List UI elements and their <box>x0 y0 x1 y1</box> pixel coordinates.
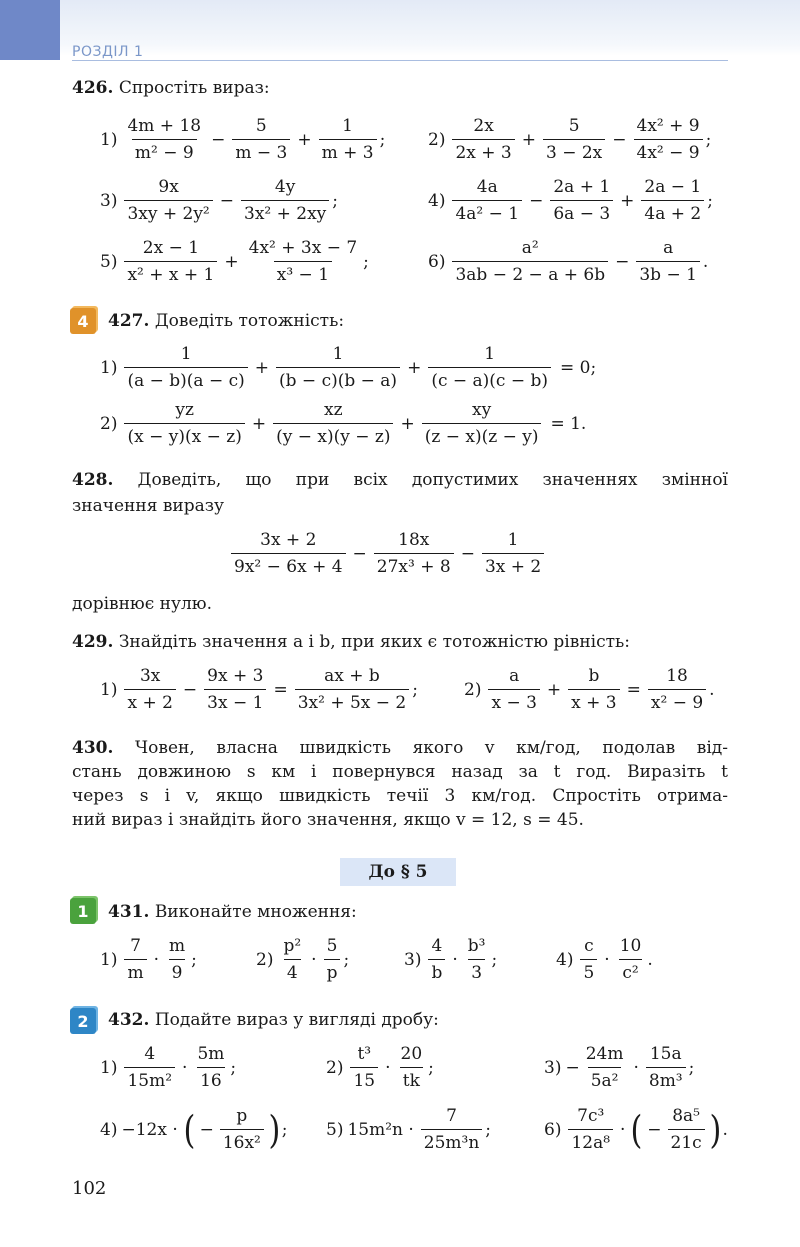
problem-427-heading: 427. Доведіть тотожність: <box>108 311 345 331</box>
problem-text: Спростіть вираз: <box>118 78 270 98</box>
level-badge-1: 1 <box>70 898 96 924</box>
problem-430-line-2: стань довжиною s км і повернувся назад за t год. Виразіть t <box>72 762 728 782</box>
problem-429-item-1: 1) $\frac{3x}{x + 2}$ − $\frac{9x + 3}{3x - 1}$ = $\frac{ax + b}{\text{3x² + 5x − 2}}$ ; <box>100 666 418 713</box>
problem-426-item-3: 3) $\frac{9x}{\text{3xy + 2y²}}$ − $\frac{4y}{\text{3x² + 2xy}}$ ; <box>100 177 339 224</box>
problem-432-item-1: 1) $\frac{4}{\text{15m²}}$ · $\frac{5m}{16}$ ; <box>100 1044 237 1091</box>
problem-427-item-2: 2) $\frac{yz}{(x - y)(x - z)}$ + $\frac{xz}{(y - x)(y - z)}$ + $\frac{xy}{(z - x)(z - y)}$ = 1. <box>100 400 587 447</box>
problem-426-heading <box>72 80 270 97</box>
problem-426-item-1: 1) $\frac{4m + 18}{\text{m² − 9}}$ − $\frac{5}{m - 3}$ + $\frac{1}{m + 3}$ ; <box>100 116 386 163</box>
problem-428-expression: $\frac{3x + 2}{\text{9x² − 6x + 4}}$ − $\frac{18x}{\text{27x³ + 8}}$ − $\frac{1}{3x + 2}$ <box>228 530 547 577</box>
item-label: 1) <box>100 129 118 150</box>
fraction: $\frac{4m + 18}{\text{m² − 9}}$ <box>127 116 202 163</box>
section-heading-do-5: До § 5 <box>340 858 456 886</box>
fraction: $\frac{1}{m + 3}$ <box>319 116 377 163</box>
problem-430-line-3: через s і v, якщо швидкість течії 3 км/год. Спростіть отрима- <box>72 786 728 806</box>
problem-426-item-5: 5) $\frac{2x - 1}{\text{x² + x + 1}}$ + $\frac{\text{4x² + 3x − 7}}{\text{x³ − 1}}$ ; <box>100 238 369 285</box>
problem-431-item-3: 3) $\frac{4}{b}$ · $\frac{\text{b³}}{3}$ ; <box>404 936 498 983</box>
problem-426-item-2: 2) $\frac{2x}{2x + 3}$ + $\frac{5}{3 - 2x}$ − $\frac{\text{4x² + 9}}{\text{4x² − 9}}$ ; <box>428 116 712 163</box>
problem-428-line-2: значення виразу <box>72 496 225 516</box>
problem-427-item-1: 1) $\frac{1}{(a - b)(a - c)}$ + $\frac{1}{(b - c)(b - a)}$ + $\frac{1}{(c - a)(c - b)}$ = 0; <box>100 344 597 391</box>
level-badge-2: 2 <box>70 1008 96 1034</box>
header-rule <box>72 60 728 61</box>
problem-431-item-2: 2) $\frac{\text{p²}}{4}$ · $\frac{5}{p}$ ; <box>256 936 350 983</box>
level-badge-4: 4 <box>70 308 96 334</box>
problem-429-item-2: 2) $\frac{a}{x - 3}$ + $\frac{b}{x + 3}$ = $\frac{18}{\text{x² − 9}}$ . <box>464 666 715 713</box>
page-number: 102 <box>72 1178 107 1199</box>
problem-428-line-1: 428. Доведіть, що при всіх допустимих значеннях змінної <box>72 470 728 490</box>
problem-number: 426. <box>72 78 114 98</box>
problem-432-item-4: 4) −12x · ( − $\frac{p}{\text{16x²}}$ ) ; <box>100 1106 288 1153</box>
problem-426-item-6: 6) $\frac{\text{a²}}{3ab - 2 - a + 6b}$ − $\frac{a}{3b - 1}$ . <box>428 238 709 285</box>
problem-432-item-6: 6) $\frac{\text{7c³}}{\text{12a⁸}}$ · ( − $\frac{\text{8a⁵}}{21c}$ ) . <box>544 1106 728 1153</box>
problem-426-item-4: 4) $\frac{4a}{\text{4a² − 1}}$ − $\frac{2a + 1}{6a - 3}$ + $\frac{2a - 1}{4a + 2}$ ; <box>428 177 713 224</box>
problem-432-item-5: 5) 15m²n · $\frac{7}{\text{25m³n}}$ ; <box>326 1106 492 1153</box>
problem-430-line-1: 430. Човен, власна швидкість якого v км/год, подолав від- <box>72 738 729 758</box>
problem-432-item-3: 3) − $\frac{24m}{\text{5a²}}$ · $\frac{15a}{\text{8m³}}$ ; <box>544 1044 695 1091</box>
problem-431-item-1: 1) $\frac{7}{m}$ · $\frac{m}{9}$ ; <box>100 936 197 983</box>
corner-block <box>0 0 60 60</box>
problem-431-item-4: 4) $\frac{c}{5}$ · $\frac{10}{\text{c²}}$ . <box>556 936 653 983</box>
problem-430-line-4: ний вираз і знайдіть його значення, якщо v = 12, s = 45. <box>72 810 584 830</box>
problem-429-heading: 429. Знайдіть значення a і b, при яких є тотожністю рівність: <box>72 632 630 652</box>
problem-432-heading: 432. Подайте вираз у вигляді дробу: <box>108 1010 439 1030</box>
problem-428-line-3: дорівнює нулю. <box>72 594 212 614</box>
header-band <box>60 0 800 56</box>
problem-432-item-2: 2) $\frac{\text{t³}}{15}$ · $\frac{20}{tk}$ ; <box>326 1044 434 1091</box>
section-label: РОЗДІЛ 1 <box>72 44 144 60</box>
problem-431-heading: 431. Виконайте множення: <box>108 902 357 922</box>
fraction: $\frac{5}{m - 3}$ <box>232 116 290 163</box>
